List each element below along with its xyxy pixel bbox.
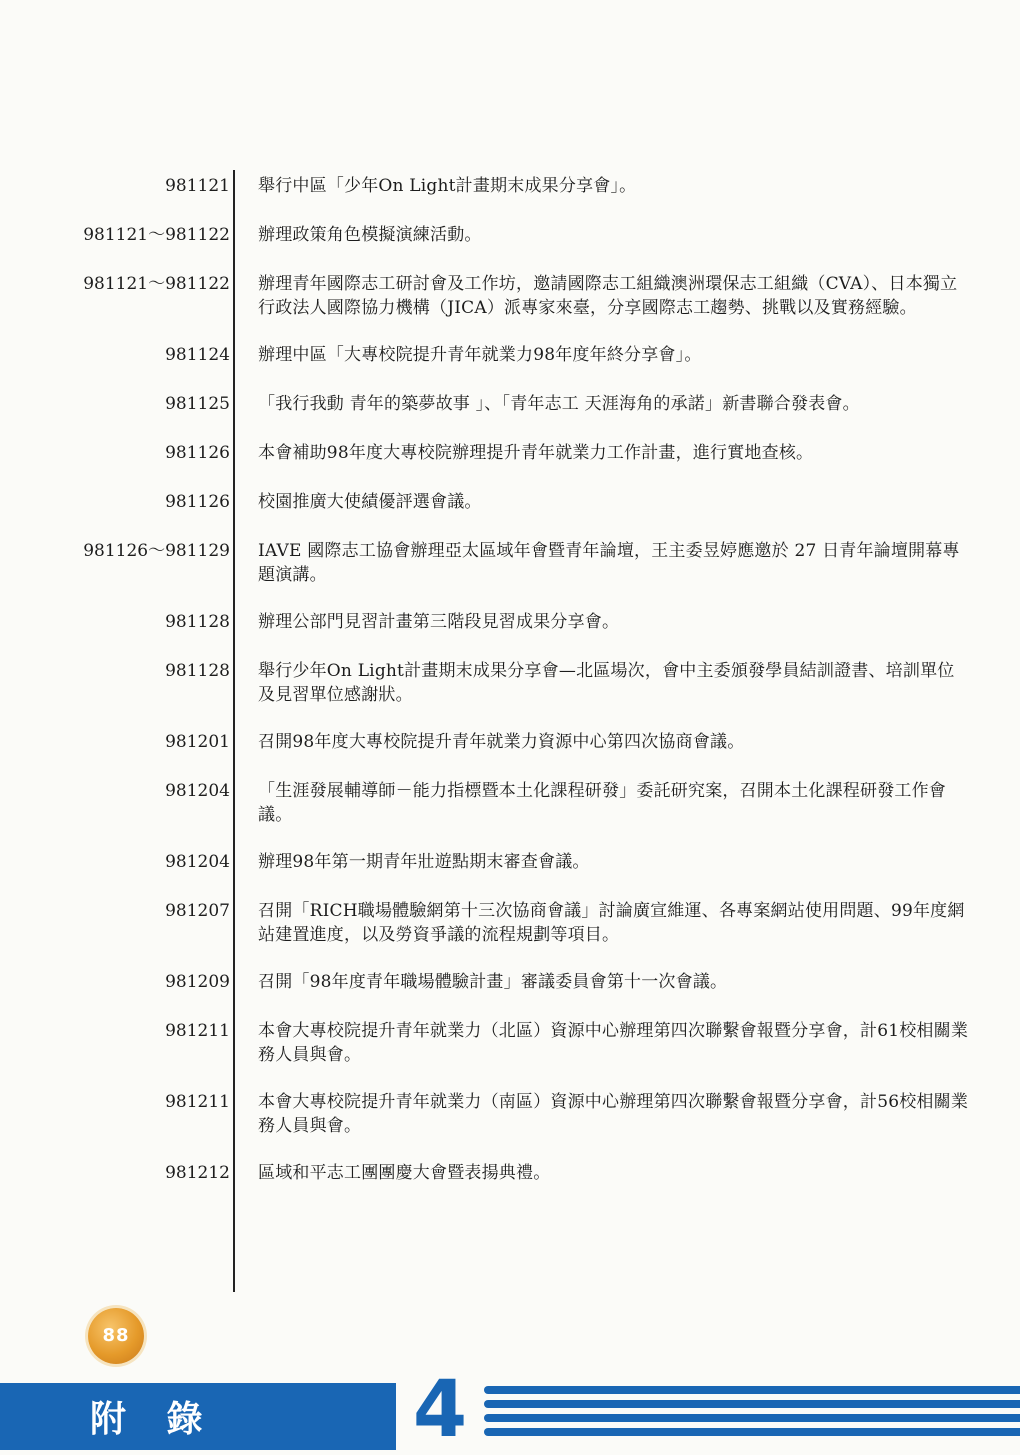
event-entry	[0, 490, 1020, 516]
event-description: 本會大專校院提升青年就業力（南區）資源中心辦理第四次聯繫會報暨分享會，計56校相關業務人員與會。	[258, 1092, 969, 1136]
section-band	[0, 1383, 396, 1450]
event-description: 舉行中區「少年On Light計畫期末成果分享會」。	[258, 176, 637, 196]
chapter-number: 4	[412, 1365, 468, 1455]
event-date: 981212	[165, 1163, 230, 1183]
event-date: 981125	[165, 394, 230, 414]
event-entry	[0, 441, 1020, 467]
event-date: 981121	[165, 176, 230, 196]
decorative-stripe	[484, 1428, 1020, 1436]
event-description: 本會大專校院提升青年就業力（北區）資源中心辦理第四次聯繫會報暨分享會，計61校相關業務人員與會。	[258, 1021, 969, 1065]
event-entry	[0, 343, 1020, 369]
event-entry	[0, 659, 1020, 707]
event-date: 981121～981122	[83, 225, 230, 245]
event-description: 辦理中區「大專校院提升青年就業力98年度年終分享會」。	[258, 345, 702, 365]
event-date: 981201	[165, 732, 230, 752]
event-description: 辦理政策角色模擬演練活動。	[258, 225, 482, 245]
event-description: 召開「98年度青年職場體驗計畫」審議委員會第十一次會議。	[258, 972, 728, 992]
event-entry	[0, 970, 1020, 996]
decorative-stripe	[484, 1386, 1020, 1394]
event-description: 辦理公部門見習計畫第三階段見習成果分享會。	[258, 612, 620, 632]
event-date: 981128	[165, 612, 230, 632]
event-description: 召開98年度大專校院提升青年就業力資源中心第四次協商會議。	[258, 732, 745, 752]
event-description: 舉行少年On Light計畫期末成果分享會—北區場次，會中主委頒發學員結訓證書、培訓單位及見習單位感謝狀。	[258, 661, 955, 705]
event-date: 981204	[165, 852, 230, 872]
event-entry	[0, 610, 1020, 636]
event-description: 「我行我動 青年的築夢故事 」、「青年志工 天涯海角的承諾」新書聯合發表會。	[258, 394, 860, 414]
event-date: 981204	[165, 781, 230, 801]
event-list	[0, 174, 1020, 1210]
event-date: 981126～981129	[83, 541, 230, 561]
event-entry	[0, 272, 1020, 320]
event-date: 981124	[165, 345, 230, 365]
event-date: 981121～981122	[83, 274, 230, 294]
event-entry	[0, 730, 1020, 756]
decorative-stripe	[484, 1400, 1020, 1408]
event-description: 「生涯發展輔導師－能力指標暨本土化課程研發」委託研究案，召開本土化課程研發工作會議。	[258, 781, 946, 825]
page-number: 88	[102, 1325, 130, 1346]
event-entry	[0, 779, 1020, 827]
event-entry	[0, 223, 1020, 249]
section-label: 附 錄	[90, 1398, 217, 1440]
event-entry	[0, 174, 1020, 200]
event-description: IAVE 國際志工協會辦理亞太區域年會暨青年論壇，王主委昱婷應邀於 27 日青年論壇開幕專題演講。	[258, 541, 960, 585]
page-number-badge	[88, 1308, 144, 1364]
event-entry	[0, 899, 1020, 947]
event-description: 召開「RICH職場體驗網第十三次協商會議」討論廣宣維運、各專案網站使用問題、99年度網站建置進度，以及勞資爭議的流程規劃等項目。	[258, 901, 965, 945]
event-entry	[0, 539, 1020, 587]
event-date: 981211	[165, 1092, 230, 1112]
decorative-stripe	[484, 1414, 1020, 1422]
event-date: 981126	[165, 492, 230, 512]
event-date: 981211	[165, 1021, 230, 1041]
event-description: 區域和平志工團團慶大會暨表揚典禮。	[258, 1163, 551, 1183]
event-entry	[0, 392, 1020, 418]
event-entry	[0, 850, 1020, 876]
event-date: 981126	[165, 443, 230, 463]
event-description: 校園推廣大使績優評選會議。	[258, 492, 482, 512]
event-description: 本會補助98年度大專校院辦理提升青年就業力工作計畫，進行實地查核。	[258, 443, 814, 463]
event-entry	[0, 1161, 1020, 1187]
event-entry	[0, 1090, 1020, 1138]
event-description: 辦理98年第一期青年壯遊點期末審查會議。	[258, 852, 590, 872]
event-entry	[0, 1019, 1020, 1067]
event-date: 981209	[165, 972, 230, 992]
event-description: 辦理青年國際志工研討會及工作坊，邀請國際志工組織澳洲環保志工組織（CVA）、日本獨立行政法人國際協力機構（JICA）派專家來臺，分享國際志工趨勢、挑戰以及實務經驗。	[258, 274, 958, 318]
event-date: 981128	[165, 661, 230, 681]
event-date: 981207	[165, 901, 230, 921]
